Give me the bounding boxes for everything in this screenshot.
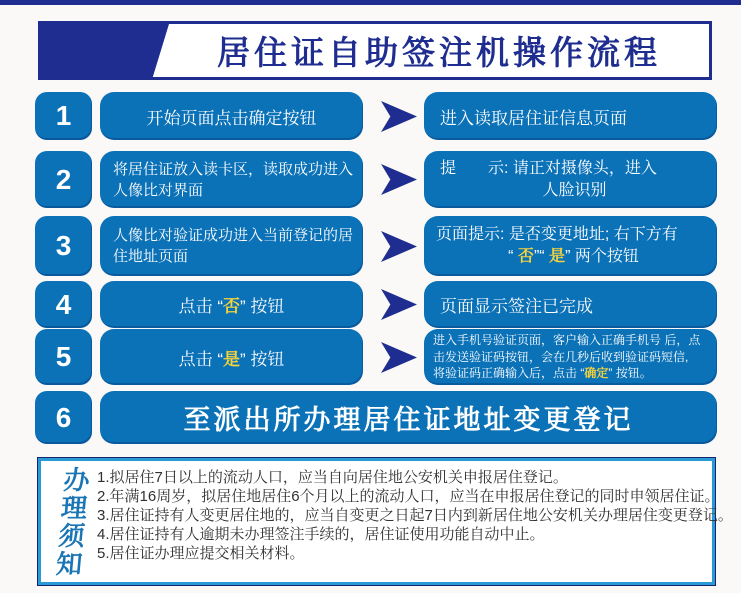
step-3-right-line2 — [436, 246, 711, 268]
notice-item: 5.居住证办理应提交相关材料。 — [97, 545, 305, 562]
text-segment: ” 按钮 — [240, 297, 285, 316]
step-3-right-line2-post: 两个按钮 — [574, 248, 639, 265]
quote-mark: ”“ — [533, 248, 550, 265]
quote-mark: “ — [508, 248, 518, 265]
text-segment: ” 按钮。 — [608, 366, 652, 381]
top-accent-bar — [0, 0, 741, 5]
step-4-right-box — [424, 281, 717, 328]
step-3-number: 3 — [35, 216, 92, 276]
step-5-right-line2: 击发送验证码按钮，会在几秒后收到验证码短信, — [433, 349, 689, 364]
page-title: 居住证自助签注机操作流程 — [217, 34, 661, 71]
step-3-left-line2: 住地址页面 — [113, 248, 189, 265]
step-1-number: 1 — [35, 92, 92, 140]
step-2-right-line2: 人脸识别 — [542, 181, 607, 199]
step-6-text: 至派出所办理居住证地址变更登记 — [183, 405, 634, 435]
step-1-right-box — [424, 92, 717, 140]
step-3-right-line1: 页面提示: 是否变更地址; 右下方有 — [436, 226, 678, 244]
notice-list — [97, 468, 733, 563]
step-2-left-line1: 将居住证放入读卡区，读取成功进入 — [113, 160, 354, 178]
step-2-number: 2 — [35, 151, 92, 208]
step-3-left-line1: 人像比对验证成功进入当前登记的居 — [113, 227, 354, 244]
notice-box — [38, 458, 733, 585]
notice-label-char: 理 — [59, 493, 89, 523]
text-segment: 点击 “ — [178, 297, 223, 316]
step-5-right-line3 — [433, 365, 713, 382]
step-2-left-line2: 人像比对界面 — [113, 181, 204, 199]
step-5-right-box — [424, 329, 717, 385]
arrow-right-icon — [381, 231, 417, 262]
confirm-button-label: 确定 — [584, 366, 609, 381]
step-5-left-box — [100, 329, 363, 385]
notice-item: 4.居住证持有人逾期未办理签注手续的，居住证使用功能自动中止。 — [97, 526, 545, 543]
header-parallelogram — [38, 24, 169, 77]
arrow-right-icon — [381, 289, 417, 320]
text-segment: 将验证码正确输入后，点击 “ — [433, 366, 585, 381]
step-4-left-text — [179, 292, 285, 317]
step-1-right-text: 进入读取居住证信息页面 — [440, 108, 627, 128]
notice-label-char: 须 — [57, 521, 87, 551]
no-button-label: 否 — [517, 248, 534, 265]
notice-item: 3.居住证持有人变更居住地的，应当自变更之日起7日内到新居住地公安机关办理居住变更登记。 — [97, 507, 733, 524]
step-2-left-box — [100, 151, 363, 208]
step-2-right-line1: 提 示: 请正对摄像头，进入 — [440, 159, 657, 177]
notice-label-char: 知 — [54, 549, 84, 579]
step-3-left-box — [100, 216, 363, 276]
step-4-right-text: 页面显示签注已完成 — [440, 297, 593, 316]
yes-button-label: 是 — [223, 349, 240, 369]
step-3-right-box — [424, 216, 717, 276]
yes-button-label: 是 — [549, 248, 566, 265]
text-segment: 点击 “ — [178, 349, 223, 369]
text-segment: ” 按钮 — [240, 349, 285, 369]
step-2-right-box — [424, 151, 717, 208]
step-1-left-box — [100, 92, 363, 140]
notice-label-char: 办 — [62, 465, 91, 495]
step-4-left-box — [100, 281, 363, 328]
header — [38, 21, 712, 80]
arrow-right-icon — [381, 164, 417, 195]
no-button-label: 否 — [223, 297, 240, 316]
notice-vertical-label — [51, 466, 95, 578]
step-5-number: 5 — [35, 329, 92, 385]
step-4-number: 4 — [35, 281, 92, 328]
step-5-left-text — [179, 345, 285, 370]
step-6-number: 6 — [35, 391, 92, 444]
step-6-full-box — [100, 391, 717, 444]
notice-item: 1.拟居住7日以上的流动人口，应当自向居住地公安机关申报居住登记。 — [97, 469, 568, 486]
step-1-left-text: 开始页面点击确定按钮 — [146, 108, 317, 128]
arrow-right-icon — [381, 342, 417, 373]
step-5-right-line1: 进入手机号验证页面，客户输入正确手机号 后，点 — [433, 333, 701, 348]
notice-item: 2.年满16周岁，拟居住地居住6个月以上的流动人口，应当在申报居住登记的同时申领居住证。 — [97, 488, 720, 505]
arrow-right-icon — [381, 101, 417, 132]
quote-mark: ” — [565, 248, 575, 265]
